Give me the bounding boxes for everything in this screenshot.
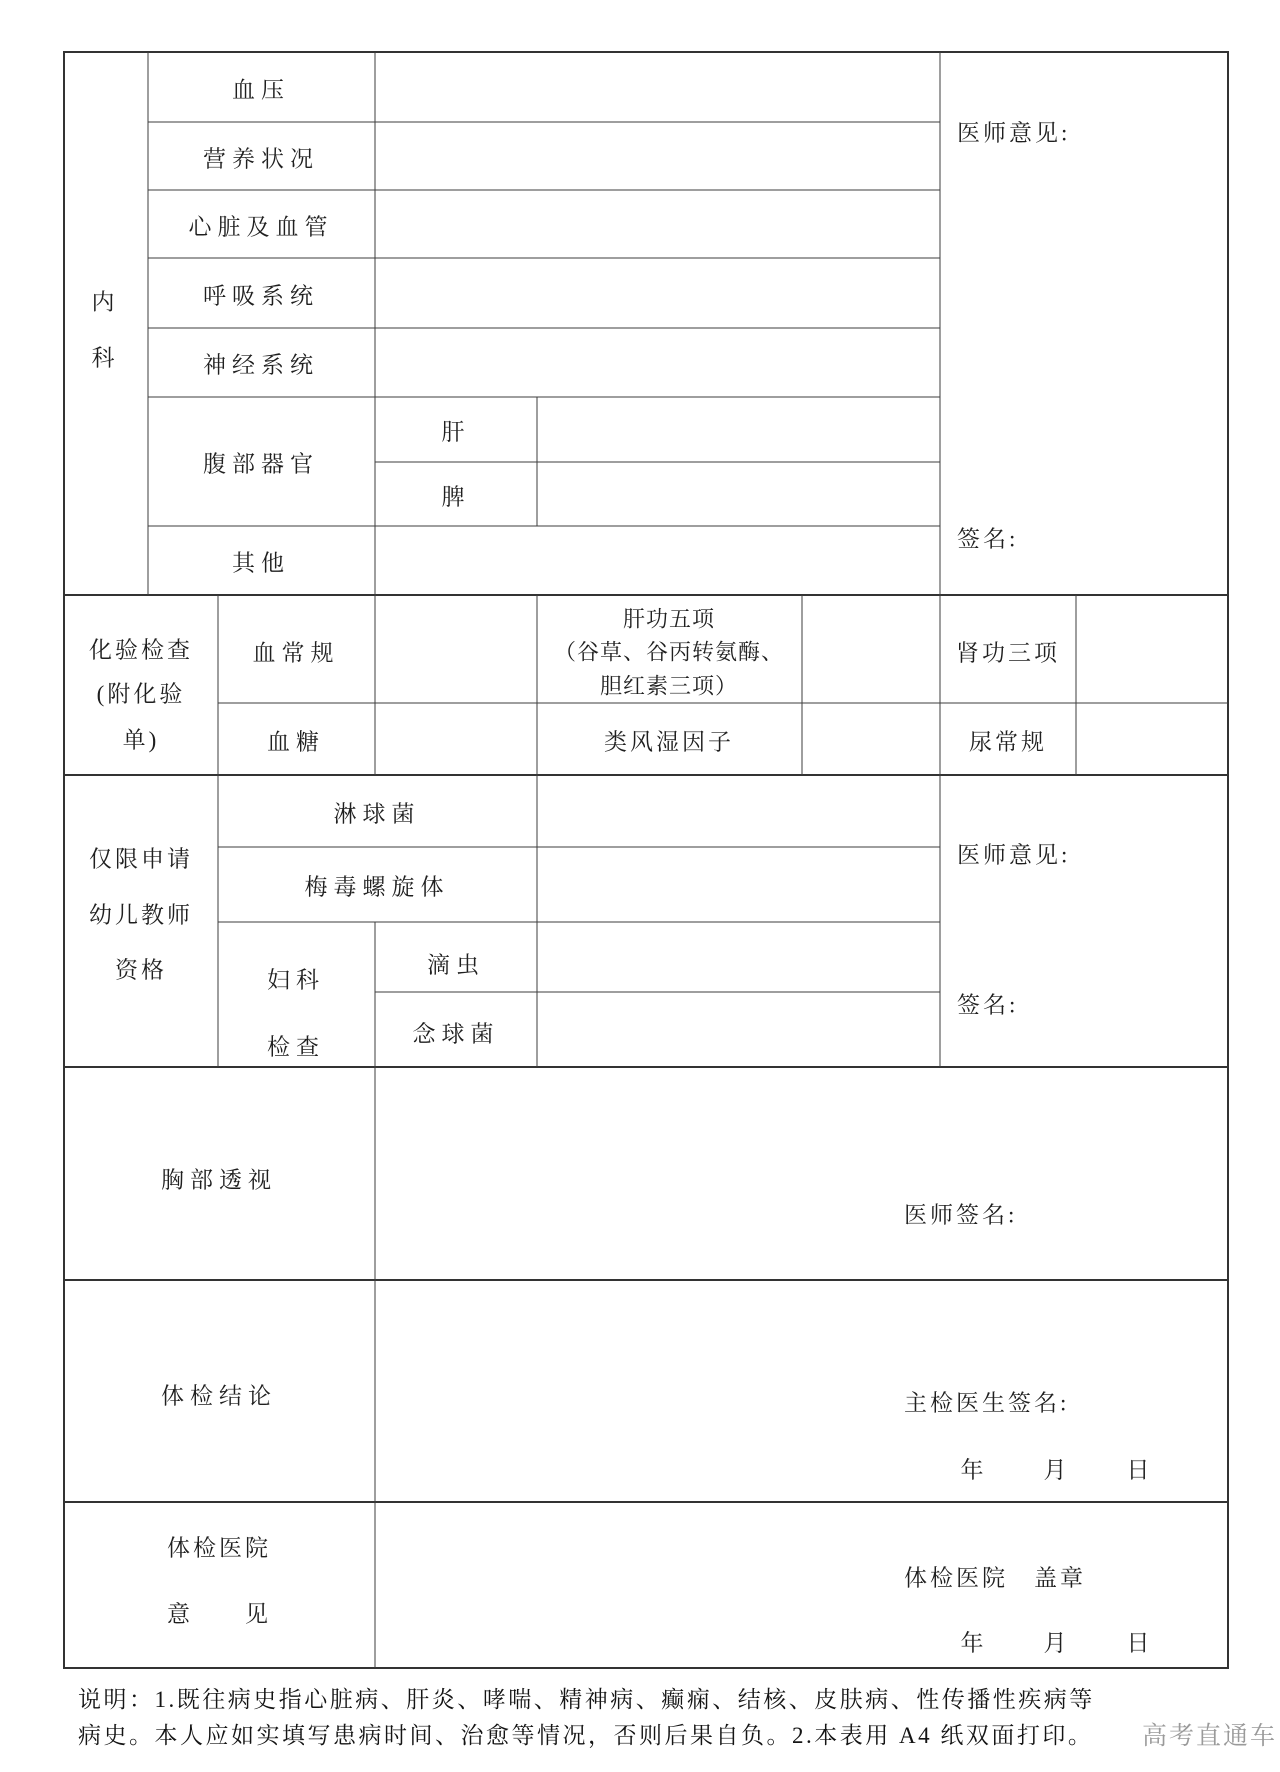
hospital-date-year-label: 年 <box>960 1630 990 1656</box>
row-label-gyn-exam-line-2: 检查 <box>267 1034 325 1060</box>
lab-label-kidney-function: 肾功三项 <box>956 640 1060 666</box>
section-kindergarten-label-line-2: 幼儿教师 <box>89 902 193 928</box>
hospital-date-month-label: 月 <box>1043 1630 1073 1656</box>
row-label-hospital-line-1: 体检医院 <box>167 1535 271 1561</box>
row-label-nutrition: 营养状况 <box>203 146 319 172</box>
sub-row-label-liver: 肝 <box>441 419 471 445</box>
lab-label-liver-function-line-3: 胆红素三项） <box>599 673 739 699</box>
sub-row-label-spleen: 脾 <box>441 484 471 510</box>
lab-label-liver-function-line-2: （谷草、谷丙转氨酶、 <box>553 639 785 665</box>
section-lab-label-line-2: (附化验 <box>96 681 186 707</box>
section-internal-medicine-char-1: 内 <box>91 289 121 315</box>
conclusion-date-year-label: 年 <box>960 1457 990 1483</box>
kindergarten-doctor-opinion-label: 医师意见: <box>957 842 1071 868</box>
row-label-treponema-pallidum: 梅毒螺旋体 <box>304 874 450 900</box>
conclusion-date-day-label: 日 <box>1126 1457 1156 1483</box>
internal-doctor-opinion-label: 医师意见: <box>957 120 1071 146</box>
row-label-heart-vessels: 心脏及血管 <box>188 214 334 240</box>
section-lab-label-line-1: 化验检查 <box>89 637 193 663</box>
internal-signature-label: 签名: <box>957 526 1019 552</box>
sub-row-label-candida: 念球菌 <box>412 1021 500 1047</box>
section-kindergarten-label-line-3: 资格 <box>115 957 167 983</box>
lab-label-rheumatoid-factor: 类风湿因子 <box>604 729 734 755</box>
row-label-hospital-line-2: 意 见 <box>167 1601 271 1627</box>
lab-label-blood-sugar: 血糖 <box>267 729 325 755</box>
footer-note-line-2: 病史。本人应如实填写患病时间、治愈等情况，否则后果自负。2.本表用 A4 纸双面打印。 <box>78 1723 1094 1748</box>
section-internal-medicine-char-2: 科 <box>91 345 121 371</box>
row-label-gonococcus: 淋球菌 <box>333 801 421 827</box>
footer-note-line-1: 说明：1.既往病史指心脏病、肝炎、哮喘、精神病、癫痫、结核、皮肤病、性传播性疾病等 <box>78 1687 1095 1712</box>
hospital-seal-label: 体检医院 盖章 <box>904 1565 1086 1591</box>
row-label-gyn-exam-line-1: 妇科 <box>267 967 325 993</box>
row-label-chest-fluoroscopy: 胸部透视 <box>161 1167 277 1193</box>
row-label-abdominal-organs: 腹部器官 <box>203 451 319 477</box>
conclusion-chief-doctor-signature-label: 主检医生签名: <box>904 1390 1070 1416</box>
sub-row-label-trichomonas: 滴虫 <box>427 952 485 978</box>
lab-label-liver-function-line-1: 肝功五项 <box>622 606 716 632</box>
row-label-other: 其他 <box>232 550 290 576</box>
row-label-exam-conclusion: 体检结论 <box>161 1383 277 1409</box>
hospital-date-day-label: 日 <box>1126 1630 1156 1656</box>
row-label-nervous-system: 神经系统 <box>203 352 319 378</box>
lab-label-blood-routine: 血常规 <box>252 640 340 666</box>
conclusion-date-month-label: 月 <box>1043 1457 1073 1483</box>
watermark-gaokao-express: 高考直通车 <box>1142 1723 1278 1750</box>
chest-doctor-signature-label: 医师签名: <box>904 1202 1018 1228</box>
section-lab-label-line-3: 单) <box>122 727 160 753</box>
section-kindergarten-label-line-1: 仅限申请 <box>89 846 193 872</box>
lab-label-urine-routine: 尿常规 <box>969 729 1047 755</box>
row-label-respiratory: 呼吸系统 <box>203 283 319 309</box>
kindergarten-signature-label: 签名: <box>957 992 1019 1018</box>
row-label-blood-pressure: 血压 <box>232 77 290 103</box>
